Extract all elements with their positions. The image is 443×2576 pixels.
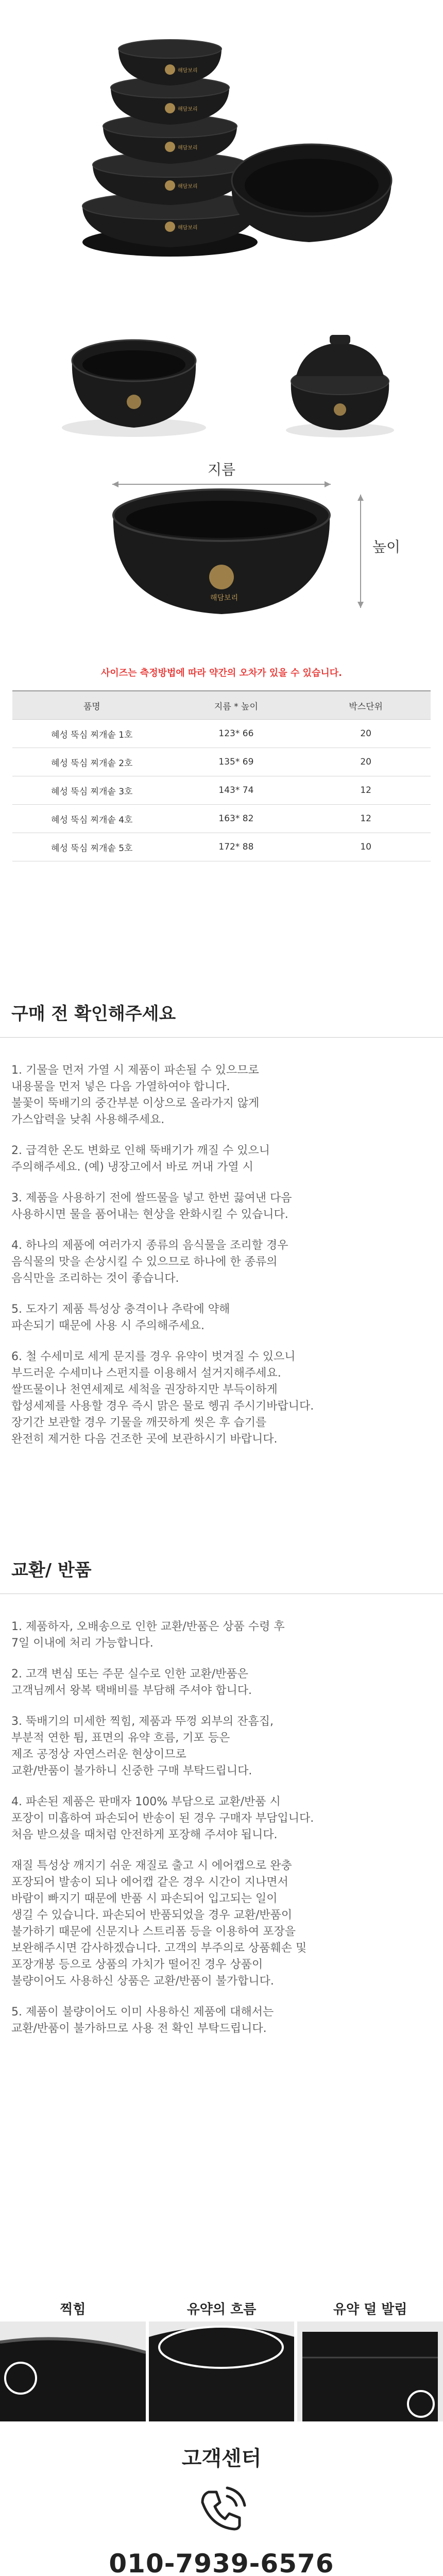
cell-box: 20 [301,748,431,776]
spec-table-wrap [12,690,431,861]
logo-text: 해담보리 [178,107,198,112]
divider [0,1037,443,1038]
phone-icon [0,2477,443,2544]
precautions-section [0,999,443,1462]
defect-photo-title: 찍힘 [0,2298,146,2321]
dimension-diagram [0,459,443,654]
cell-name: 혜성 뚝심 찌개솥 5호 [12,833,172,861]
defect-photo-title: 유약 덜 발림 [297,2298,443,2321]
customer-center-title: 고객센터 [181,2447,262,2470]
precaution-item: 4. 하나의 제품에 여러가지 종류의 음식물을 조리할 경우 음식물의 맛을 손상시킬 수 있으므로 하나에 한 종류의 음식만을 조리하는 것이 좋습니다. [11,1239,288,1285]
col-header-name: 품명 [12,691,172,720]
phone-number[interactable]: 010-7939-6576 [109,2549,334,2576]
precaution-item: 2. 급격한 온도 변화로 인해 뚝배기가 깨질 수 있으니 주의해주세요. (예) 냉장고에서 바로 꺼내 가열 시 [11,1144,270,1174]
cell-box: 12 [301,776,431,805]
logo-text: 해담보리 [210,594,238,602]
returns-section [0,1556,443,2052]
return-item: 재질 특성상 깨지기 쉬운 재질로 출고 시 에어캡으로 완충 포장되어 발송이 되나 에어캡 같은 경우 시간이 지나면서 바람이 빠지기 때문에 반품 시 파손되어 입고되는 일이 생길 수 있습니다. 파손되어 반품되었을 경우 교환/반품이 불가하기 때문에 신문지나 스트리폼 등을 이용하여 포장을 보완해주시면 감사하겠습니다. 고객의 부주의로 상품훼손 및 포장개봉 등으로 상품의 가치가 떨어진 경우 상품이 불량이어도 사용하신 상품은 교환/반품이 불가합니다. [11,1859,307,1988]
logo-text: 해담보리 [178,68,198,74]
width-label: 지름 [207,461,236,478]
cell-name: 혜성 뚝심 찌개솥 2호 [12,748,172,776]
customer-center [0,2442,443,2576]
returns-title: 교환/ 반품 [11,1560,92,1581]
table-row [12,833,431,861]
defect-photo-row [0,2298,443,2421]
table-row [12,776,431,805]
precaution-item: 5. 도자기 제품 특성상 충격이나 추락에 약해 파손되기 때문에 사용 시 주의해주세요. [11,1303,230,1332]
cell-box: 10 [301,833,431,861]
cell-box: 12 [301,805,431,833]
cell-name: 혜성 뚝심 찌개솥 4호 [12,805,172,833]
height-label: 높이 [372,538,401,555]
table-header-row [12,691,431,720]
bowl-variants-image [0,299,443,448]
table-row [12,748,431,776]
defect-photo-glaze-flow [149,2298,295,2421]
cell-size: 163* 82 [172,805,301,833]
stacked-bowls-image [0,0,443,289]
col-header-box: 박스단위 [301,691,431,720]
logo-text: 해담보리 [178,184,198,190]
spec-table [12,690,431,861]
defect-photo-chip [0,2298,146,2421]
cell-name: 혜성 뚝심 찌개솥 1호 [12,720,172,748]
logo-text: 해담보리 [178,225,198,231]
cell-name: 혜성 뚝심 찌개솥 3호 [12,776,172,805]
return-item: 4. 파손된 제품은 판매자 100% 부담으로 교환/반품 시 포장이 미흡하여 파손되어 반송이 된 경우 구매자 부담입니다. 처음 받으셨을 때처럼 안전하게 포장해 주셔야 됩니다. [11,1795,314,1841]
return-item: 2. 고객 변심 또는 주문 실수로 인한 교환/반품은 고객님께서 왕복 택배비를 부담해 주셔야 합니다. [11,1668,252,1697]
logo-text: 해담보리 [178,145,198,151]
return-item: 5. 제품이 불량이어도 이미 사용하신 제품에 대해서는 교환/반품이 불가하므로 사용 전 확인 부탁드립니다. [11,2006,274,2035]
table-row [12,720,431,748]
size-notice: 사이즈는 측정방법에 따라 약간의 오차가 있을 수 있습니다. [100,668,342,679]
precautions-title: 구매 전 확인해주세요 [11,1004,176,1024]
precaution-item: 3. 제품을 사용하기 전에 쌀뜨물을 넣고 한번 끓여낸 다음 사용하시면 물을 품어내는 현상을 완화시킬 수 있습니다. [11,1192,292,1221]
defect-photo-title: 유약의 흐름 [149,2298,295,2321]
cell-size: 143* 74 [172,776,301,805]
table-row [12,805,431,833]
precaution-item: 1. 기물을 먼저 가열 시 제품이 파손될 수 있으므로 내용물을 먼저 넣은 다음 가열하여야 합니다. 불꽃이 뚝배기의 중간부분 이상으로 올라가지 않게 가스압력을 낮춰 사용해주세요. [11,1064,260,1126]
return-item: 3. 뚝배기의 미세한 찍힘, 제품과 뚜껑 외부의 잔흠집, 부분적 연한 튐, 표면의 유약 흐름, 기포 등은 제조 공정상 자연스러운 현상이므로 교환/반품이 불가하니 신중한 구매 부탁드립니다. [11,1715,274,1777]
defect-photo-thin-glaze [297,2298,443,2421]
cell-size: 135* 69 [172,748,301,776]
cell-box: 20 [301,720,431,748]
cell-size: 172* 88 [172,833,301,861]
cell-size: 123* 66 [172,720,301,748]
precaution-item: 6. 철 수세미로 세게 문지를 경우 유약이 벗겨질 수 있으니 부드러운 수세미나 스펀지를 이용해서 설거지해주세요. 쌀뜨물이나 천연세제로 세척을 권장하지만 부득이하게 합성세제를 사용할 경우 즉시 맑은 물로 헹궈 주시기바랍니다. 장기간 보관할 경우 기물을 깨끗하게 씻은 후 습기를 완전히 제거한 다음 건조한 곳에 보관하시기 바랍니다. [11,1350,314,1446]
return-item: 1. 제품하자, 오배송으로 인한 교환/반품은 상품 수령 후 7일 이내에 처리 가능합니다. [11,1620,285,1650]
col-header-size: 지름 * 높이 [172,691,301,720]
